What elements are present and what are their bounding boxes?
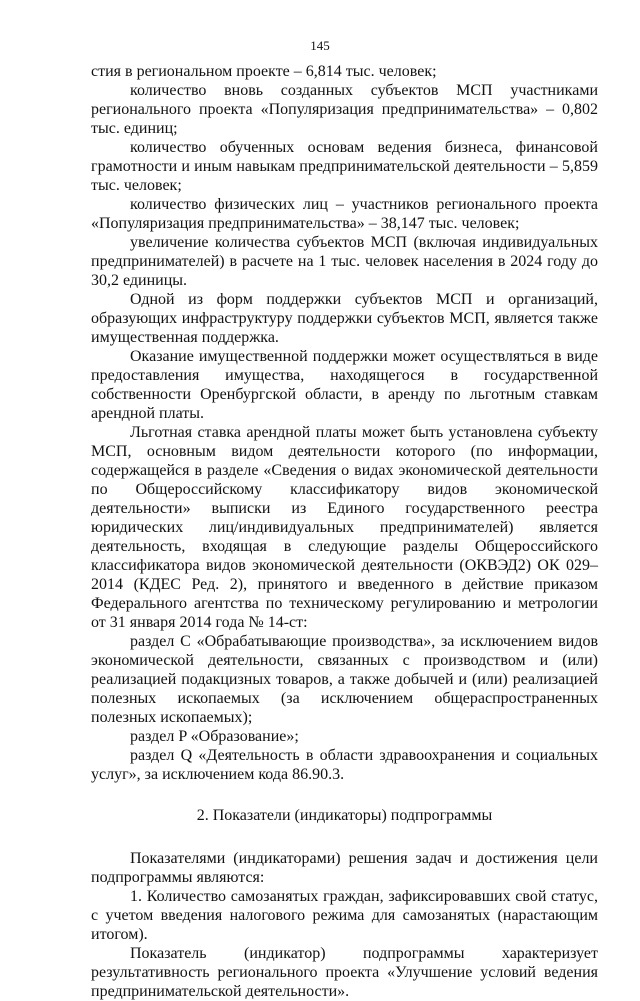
paragraph-preferential-rate: Льготная ставка арендной платы может быть установлена субъекту МСП, основным видом деятельности которого (по информации, содержащейся в разделе «Сведения о видах экономической деятельности по Общероссийскому классификатору видов экономической деятельности» выписки из Единого государственного реестра юридических лиц/индивидуальных предпринимателей) является деятельность, входящая в следующие разделы Общероссийского классификатора видов экономической деятельности (ОКВЭД2) ОК 029–2014 (КДЕС Ред. 2), принятого и введенного в действие приказом Федерального агентства по техническому регулированию и метрологии от 31 января 2014 года № 14-ст: — [91, 424, 598, 631]
paragraph-msp-increase: увеличение количества субъектов МСП (включая индивидуальных предпринимателей) в расчете на 1 тыс. человек населения в 2024 году до 30,2 единицы. — [91, 234, 598, 289]
paragraph-property-support: Одной из форм поддержки субъектов МСП и организаций, образующих инфраструктуру поддержки субъектов МСП, является также имущественная поддержка. — [91, 291, 598, 346]
paragraph-trained-count: количество обученных основам ведения бизнеса, финансовой грамотности и иным навыкам предпринимательской деятельности – 5,859 тыс. человек; — [91, 139, 598, 194]
document-body — [91, 62, 598, 1001]
paragraph-indicators-intro: Показателями (индикаторами) решения задач и достижения цели подпрограммы являются: — [91, 850, 598, 886]
paragraph-participants-count: количество физических лиц – участников регионального проекта «Популяризация предпринимательства» – 38,147 тыс. человек; — [91, 196, 598, 232]
paragraph-indicator-description: Показатель (индикатор) подпрограммы характеризует результативность регионального проекта «Улучшение условий ведения предпринимательской деятельности». — [91, 945, 598, 1000]
page-number: 145 — [310, 38, 330, 53]
paragraph-section-c: раздел C «Обрабатывающие производства», за исключением видов экономической деятельности, связанных с производством и (или) реализацией подакцизных товаров, а также добычей и (или) реализацией полезных ископаемых (за исключением общераспространенных полезных ископаемых); — [91, 633, 598, 726]
paragraph-new-msp-count: количество вновь созданных субъектов МСП участниками регионального проекта «Популяризация предпринимательства» – 0,802 тыс. единиц; — [91, 82, 598, 137]
paragraph-continuation: стия в региональном проекте – 6,814 тыс. человек; — [91, 63, 437, 80]
section-heading: 2. Показатели (индикаторы) подпрограммы — [196, 807, 493, 824]
paragraph-section-q: раздел Q «Деятельность в области здравоохранения и социальных услуг», за исключением кода 86.90.3. — [91, 747, 598, 783]
paragraph-indicator-1: 1. Количество самозанятых граждан, зафиксировавших свой статус, с учетом введения налогового режима для самозанятых (нарастающим итогом). — [91, 888, 598, 943]
paragraph-section-p: раздел P «Образование»; — [130, 728, 299, 745]
paragraph-property-lease: Оказание имущественной поддержки может осуществляться в виде предоставления имущества, находящегося в государственной собственности Оренбургской области, в аренду по льготным ставкам арендной платы. — [91, 348, 598, 422]
